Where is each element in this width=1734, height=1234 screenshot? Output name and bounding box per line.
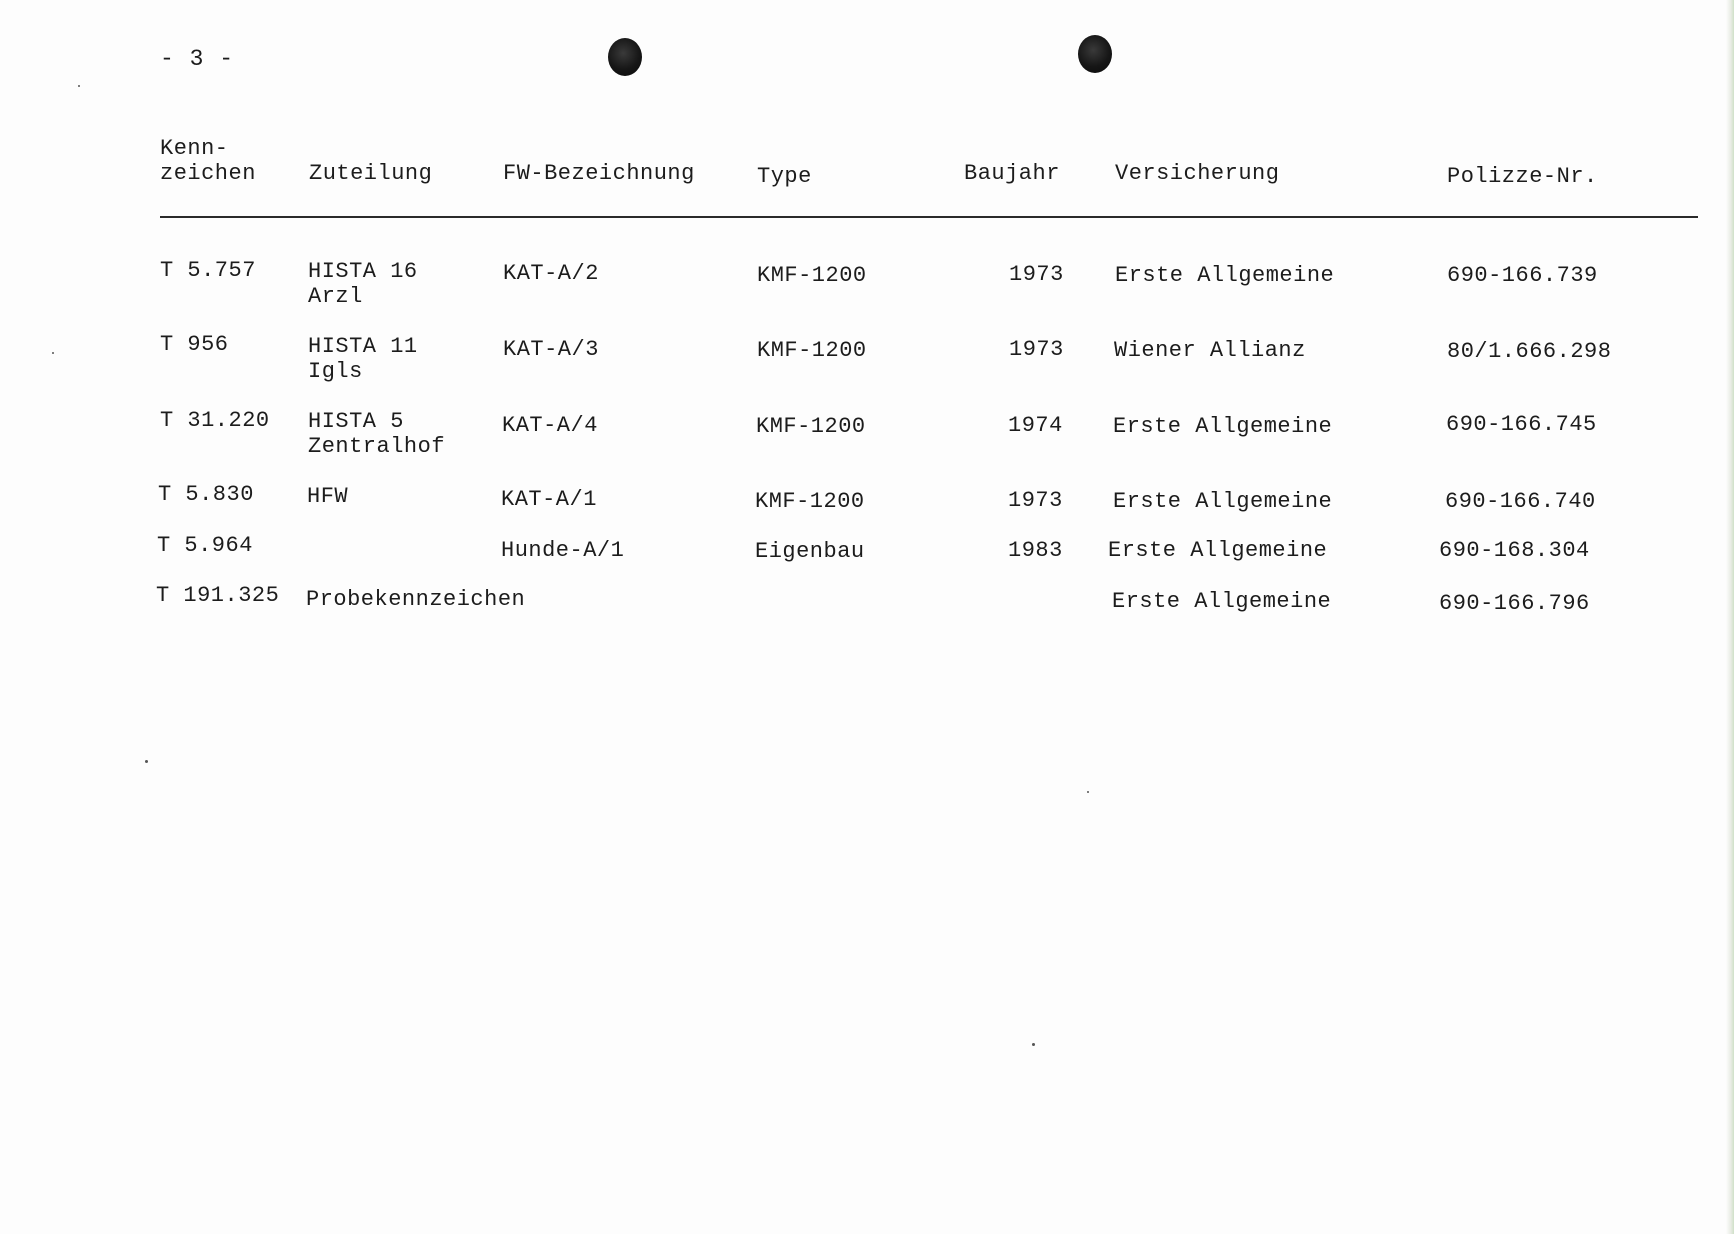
cell-polizze-nr: 690-166.739 xyxy=(1447,263,1598,288)
cell-type: KMF-1200 xyxy=(755,489,865,514)
cell-versicherung: Wiener Allianz xyxy=(1114,338,1306,363)
cell-versicherung: Erste Allgemeine xyxy=(1112,589,1332,614)
header-baujahr: Baujahr xyxy=(964,161,1060,186)
header-rule xyxy=(160,216,1698,218)
header-type: Type xyxy=(757,164,812,189)
cell-type: KMF-1200 xyxy=(757,263,867,288)
cell-polizze-nr: 80/1.666.298 xyxy=(1447,339,1612,364)
cell-versicherung: Erste Allgemeine xyxy=(1113,489,1333,514)
cell-fw-bezeichnung: KAT-A/3 xyxy=(503,337,599,362)
cell-baujahr: 1973 xyxy=(1008,488,1063,513)
scan-speck xyxy=(78,85,80,87)
cell-fw-bezeichnung: KAT-A/2 xyxy=(503,261,599,286)
cell-type: KMF-1200 xyxy=(757,338,867,363)
cell-versicherung: Erste Allgemeine xyxy=(1113,414,1333,439)
cell-polizze-nr: 690-168.304 xyxy=(1439,538,1590,563)
cell-kennzeichen: T 5.757 xyxy=(160,258,256,283)
scan-speck xyxy=(1087,791,1089,793)
cell-polizze-nr: 690-166.745 xyxy=(1446,412,1597,437)
cell-kennzeichen: T 956 xyxy=(160,332,229,357)
page-number: - 3 - xyxy=(160,46,235,72)
header-zuteilung: Zuteilung xyxy=(309,161,433,186)
cell-polizze-nr: 690-166.740 xyxy=(1445,489,1596,514)
header-kennzeichen: Kenn- zeichen xyxy=(160,136,256,186)
cell-baujahr: 1974 xyxy=(1008,413,1063,438)
scan-speck xyxy=(52,352,54,354)
scan-speck xyxy=(1032,1043,1035,1046)
cell-fw-bezeichnung: KAT-A/1 xyxy=(501,487,597,512)
cell-baujahr: 1973 xyxy=(1009,262,1064,287)
cell-zuteilung: HISTA 5 Zentralhof xyxy=(308,409,446,459)
cell-zuteilung: Probekennzeichen xyxy=(306,587,526,612)
cell-zuteilung: HFW xyxy=(307,484,349,509)
header-polizze-nr: Polizze-Nr. xyxy=(1447,164,1598,189)
cell-kennzeichen: T 5.830 xyxy=(158,482,254,507)
cell-versicherung: Erste Allgemeine xyxy=(1115,263,1335,288)
cell-polizze-nr: 690-166.796 xyxy=(1439,591,1590,616)
cell-type: KMF-1200 xyxy=(756,414,866,439)
cell-versicherung: Erste Allgemeine xyxy=(1108,538,1328,563)
cell-baujahr: 1973 xyxy=(1009,337,1064,362)
cell-type: Eigenbau xyxy=(755,539,865,564)
header-fw-bezeichnung: FW-Bezeichnung xyxy=(503,161,695,186)
cell-kennzeichen: T 191.325 xyxy=(156,583,280,608)
cell-kennzeichen: T 31.220 xyxy=(160,408,270,433)
cell-kennzeichen: T 5.964 xyxy=(157,533,253,558)
cell-zuteilung: HISTA 11 Igls xyxy=(308,334,418,384)
scan-speck xyxy=(145,760,148,763)
cell-fw-bezeichnung: KAT-A/4 xyxy=(502,413,598,438)
header-versicherung: Versicherung xyxy=(1115,161,1280,186)
cell-zuteilung: HISTA 16 Arzl xyxy=(308,259,418,309)
cell-baujahr: 1983 xyxy=(1008,538,1063,563)
cell-fw-bezeichnung: Hunde-A/1 xyxy=(501,538,625,563)
